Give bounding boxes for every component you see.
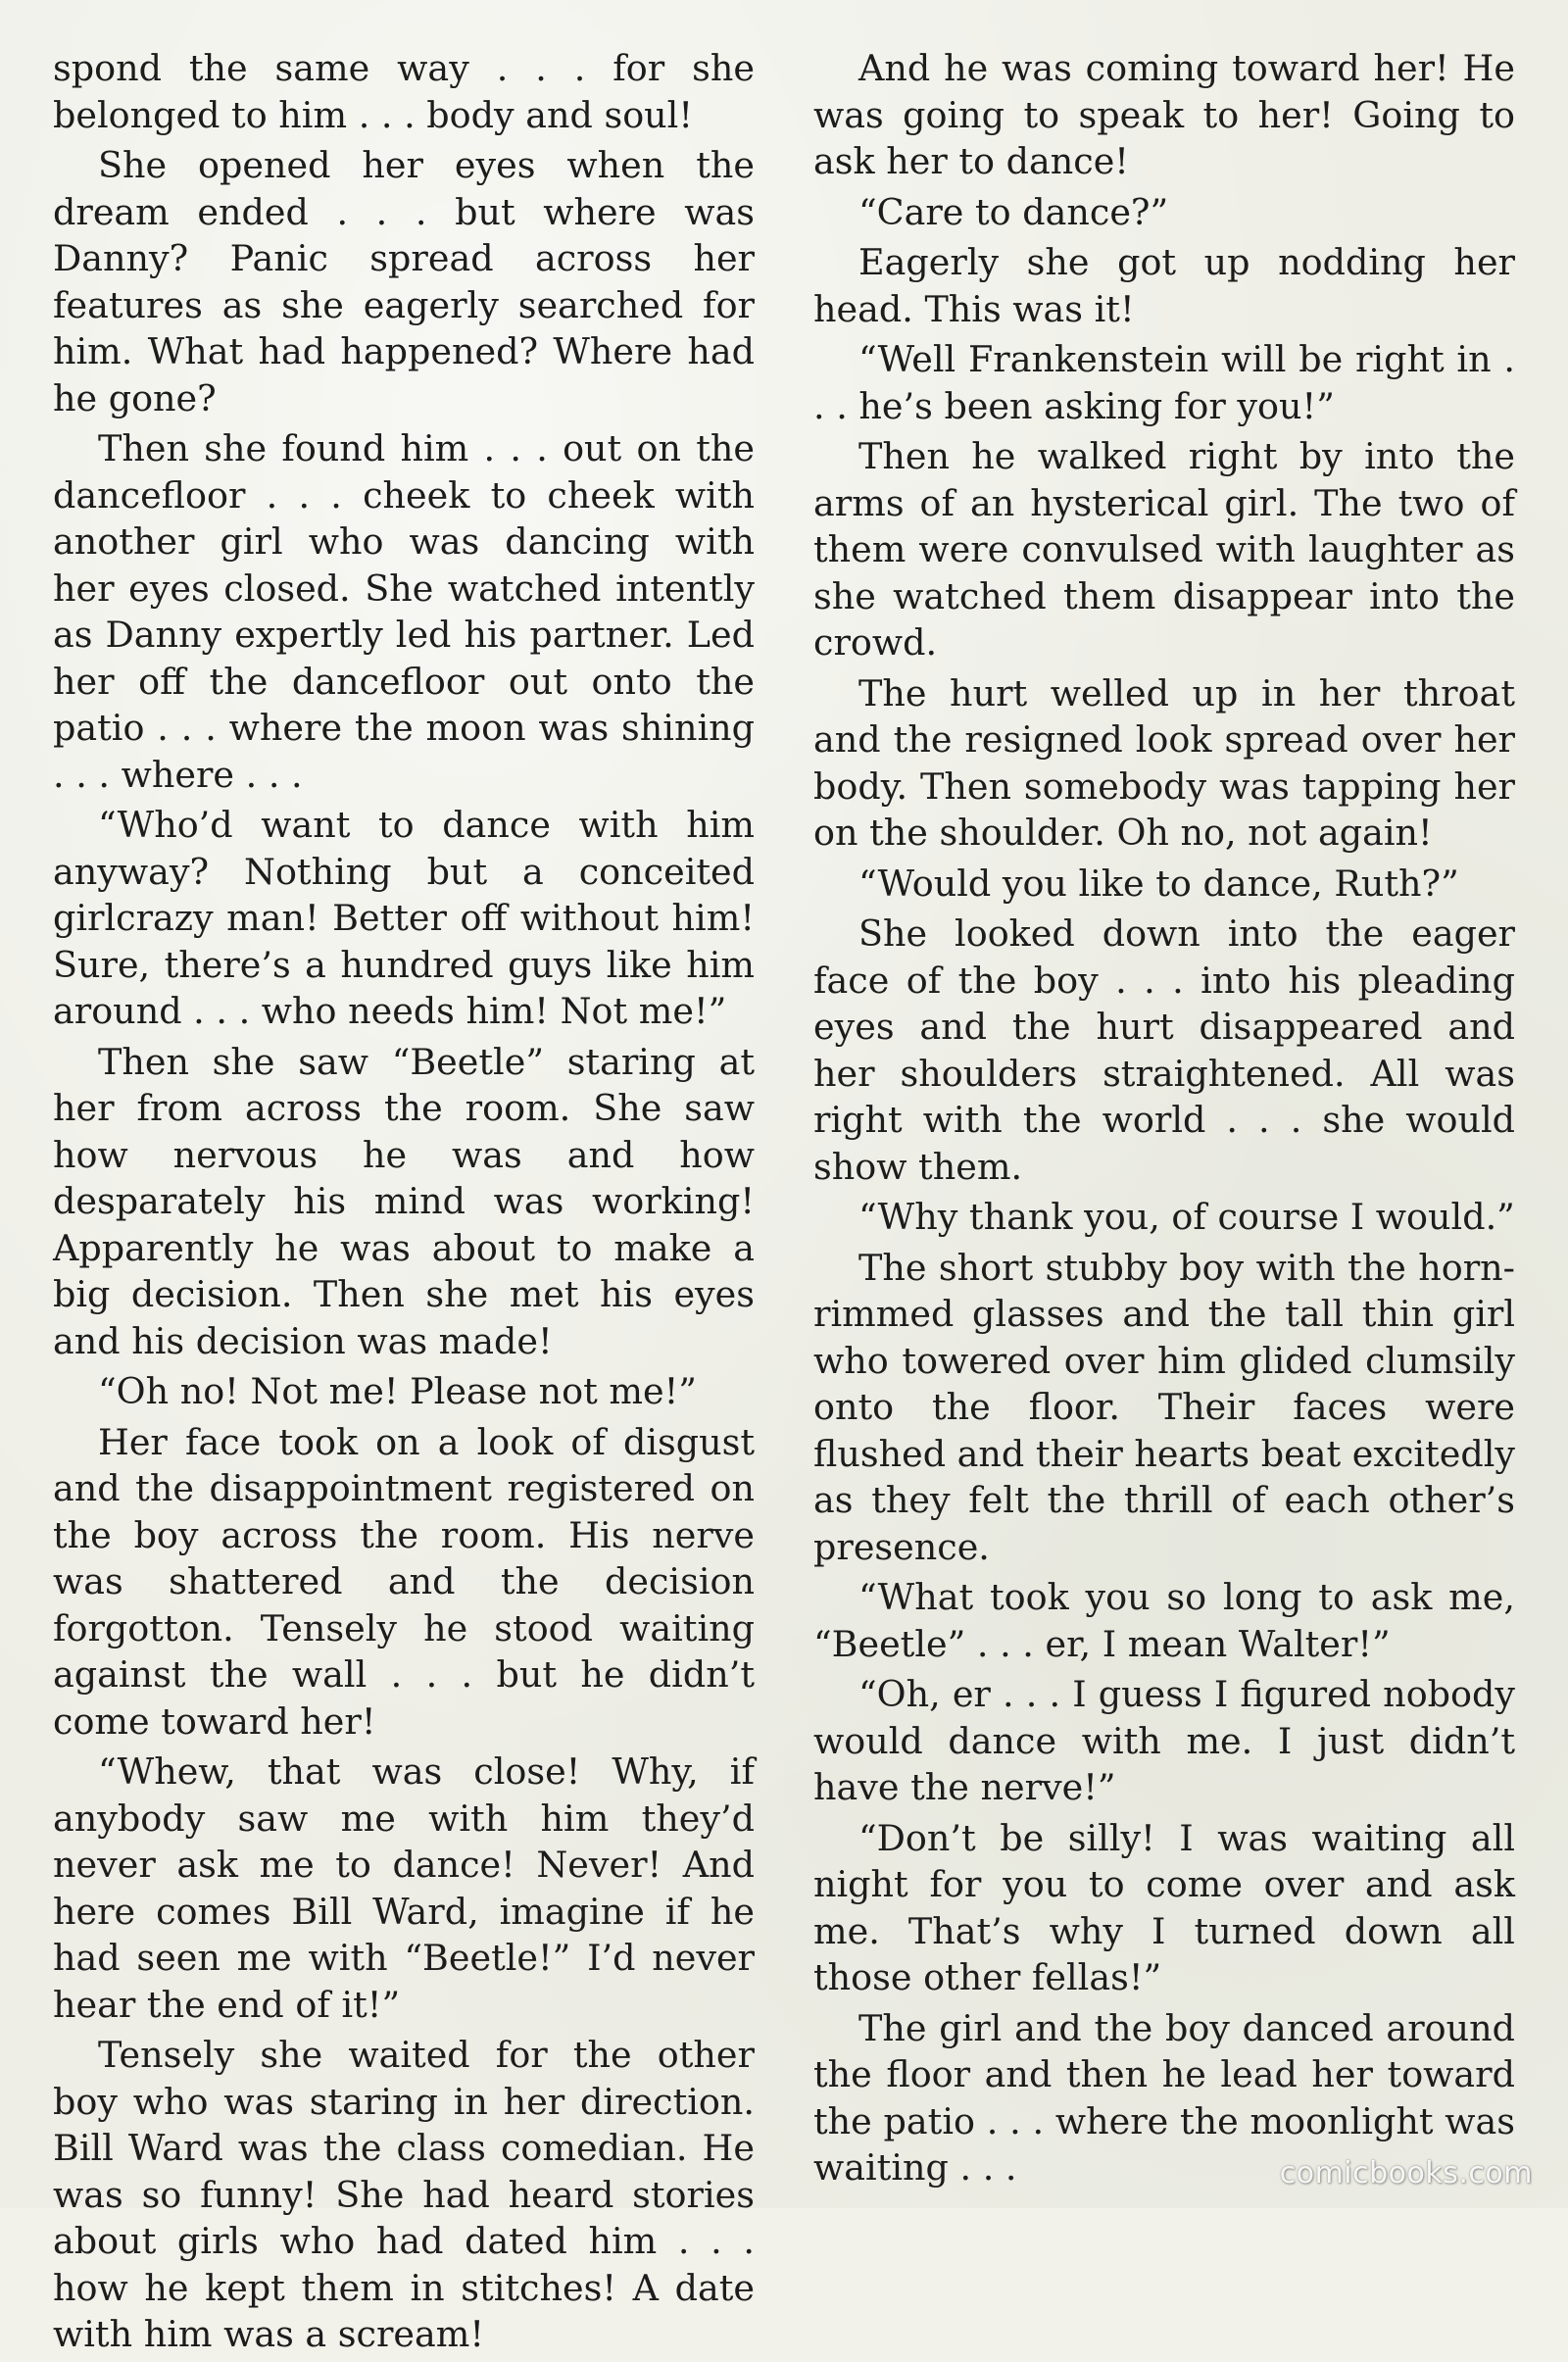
paragraph: “Care to dance?” [858, 190, 1169, 233]
paragraph: “Oh, er . . . I guess I figured nobody would dance with me. I just didn’t have the nerve!” [813, 1673, 1515, 1808]
paragraph: The short stubby boy with the horn-rimmed glasses and the tall thin girl who towered over him glided clumsily onto the floor. Their faces were flushed and their hearts beat excitedly as they felt the thrill of each other’s presence. [813, 1246, 1515, 1568]
paragraph: “What took you so long to ask me, “Beetle” . . . er, I mean Walter!” [813, 1576, 1515, 1665]
paragraph: Eagerly she got up nodding her head. This was it! [813, 241, 1515, 330]
paragraph: The hurt welled up in her throat and the resigned look spread over her body. Then somebody was tapping her on the shoulder. Oh no, not again! [813, 671, 1515, 854]
paragraph: “Well Frankenstein will be right in . . . he’s been asking for you!” [813, 338, 1515, 427]
left-text-column [53, 45, 755, 2362]
site-watermark: comicbooks.com [1279, 2156, 1533, 2190]
paragraph: “Oh no! Not me! Please not me!” [98, 1370, 697, 1412]
paragraph: She opened her eyes when the dream ended . . . but where was Danny? Panic spread across her features as she eagerly searched for him. What had happened? Where had he gone? [53, 144, 755, 419]
paragraph: Her face took on a look of disgust and the disappointment registered on the boy across the room. His nerve was shattered and the decision forgotton. Tensely he stood waiting against the wall . . . but he didn’t come toward her! [53, 1420, 755, 1743]
paragraph: And he was coming toward her! He was going to speak to her! Going to ask her to dance! [813, 47, 1515, 182]
paragraph: Then he walked right by into the arms of an hysterical girl. The two of them were convulsed with laughter as she watched them disappear into the crowd. [813, 435, 1515, 664]
paragraph: She looked down into the eager face of the boy . . . into his pleading eyes and the hurt disappeared and her shoulders straightened. All was right with the world . . . she would show them. [813, 912, 1515, 1188]
paragraph: “Why thank you, of course I would.” [858, 1196, 1515, 1238]
paragraph: Tensely she waited for the other boy who was staring in her direction. Bill Ward was the class comedian. He was so funny! She had heard stories about girls who had dated him . . . how he kept them in stitches! A date with him was a scream! [53, 2034, 755, 2355]
paragraph: “Who’d want to dance with him anyway? Nothing but a conceited girlcrazy man! Better off without him! Sure, there’s a hundred guys like him around . . . who needs him! Not me!” [53, 804, 755, 1032]
paragraph: Then she saw “Beetle” staring at her from across the room. She saw how nervous he was and how desparately his mind was working! Apparently he was about to make a big decision. Then she met his eyes and his decision was made! [53, 1040, 755, 1362]
paragraph: “Don’t be silly! I was waiting all night for you to come over and ask me. That’s why I turned down all those other fellas!” [813, 1816, 1515, 1998]
paragraph: “Would you like to dance, Ruth?” [858, 861, 1459, 905]
paragraph: spond the same way . . . for she belonged to him . . . body and soul! [53, 47, 755, 136]
paragraph: The girl and the boy danced around the floor and then he lead her toward the patio . . . where the moonlight was waiting . . . [813, 2006, 1515, 2189]
paragraph: Then she found him . . . out on the dancefloor . . . cheek to cheek with another girl who was dancing with her eyes closed. She watched intently as Danny expertly led his partner. Led her off the dancefloor out onto the patio . . . where the moon was shining . . . where . . . [53, 427, 755, 796]
paragraph: “Whew, that was close! Why, if anybody saw me with him they’d never ask me to dance! Never! And here comes Bill Ward, imagine if he had seen me with “Beetle!” I’d never hear the end of it!” [53, 1750, 755, 2026]
right-text-column [813, 45, 1515, 2195]
